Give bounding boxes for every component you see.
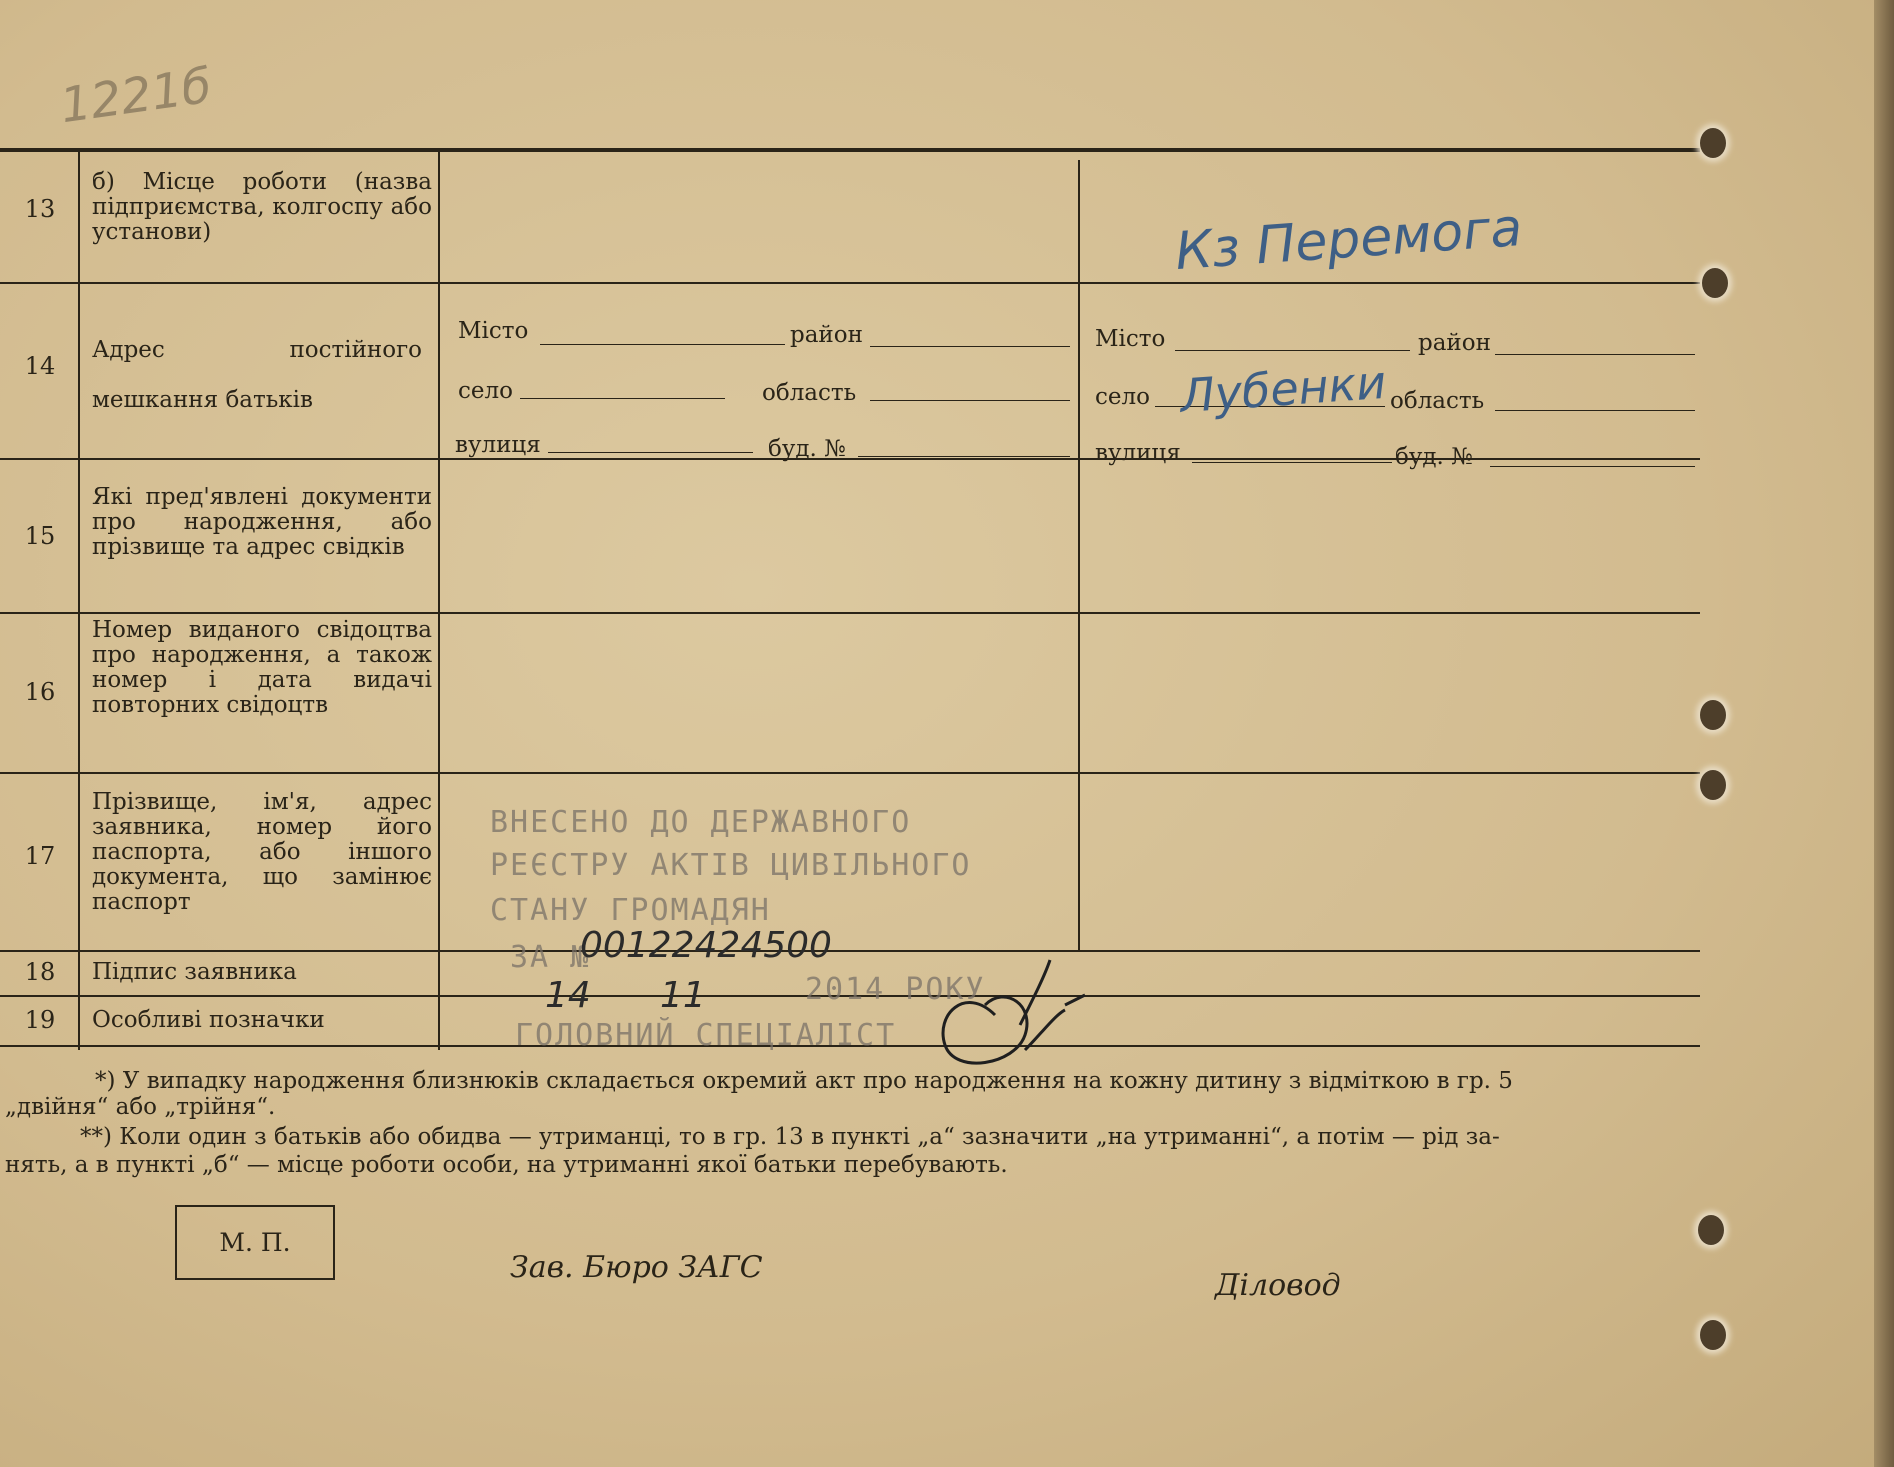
seal-placeholder: М. П. (175, 1205, 335, 1280)
father-district-line (1495, 354, 1695, 355)
father-village-label: село (1095, 384, 1150, 410)
row-label-17: Прізвище, ім'я, адрес заявника, номер його паспорта, або іншого документа, що замінює паспорт (92, 789, 432, 915)
archive-number: 1221б (56, 57, 215, 135)
stamp-position: ГОЛОВНИЙ СПЕЦІАЛІСТ (515, 1018, 897, 1053)
row-line-top (0, 148, 1700, 152)
mother-village-label: село (458, 378, 513, 404)
father-region-label: область (1390, 388, 1485, 414)
footnote-2-line-1: **) Коли один з батьків або обидва — утриманці, то в гр. 13 в пункті „а“ зазначити „на утриманні“, а потім — рід за- (80, 1124, 1500, 1150)
footnote-2-line-2: нять, а в пункті „б“ — місце роботи особи, на утриманні якої батьки перебувають. (5, 1152, 1008, 1178)
father-district-label: район (1418, 330, 1491, 356)
row-number-13: 13 (24, 195, 56, 223)
row-number-14: 14 (24, 352, 56, 380)
col-divider-1 (78, 150, 80, 1050)
row-line-17 (0, 772, 1700, 774)
father-city-label: Місто (1095, 326, 1166, 352)
father-village-value: Лубенки (1178, 354, 1388, 424)
mother-city-label: Місто (458, 318, 529, 344)
footnote-1-line-2: „двійня“ або „трійня“. (5, 1094, 276, 1120)
official-signature (925, 955, 1095, 1085)
binding-hole (1700, 128, 1726, 158)
stamp-line-1: ВНЕСЕНО ДО ДЕРЖАВНОГО (490, 805, 912, 840)
father-region-line (1495, 410, 1695, 411)
father-workplace-value: Кз Перемога (1173, 197, 1525, 283)
father-city-line (1175, 350, 1410, 351)
row-number-17: 17 (24, 842, 56, 870)
mother-village-line (520, 398, 725, 399)
father-street-line (1192, 462, 1392, 463)
row-number-16: 16 (24, 678, 56, 706)
father-building-label: буд. № (1395, 444, 1473, 470)
head-of-registry-label: Зав. Бюро ЗАГС (510, 1250, 763, 1285)
mother-building-line (858, 456, 1070, 457)
mother-district-line (870, 346, 1070, 347)
stamp-registry-number: 00122424500 (580, 925, 832, 966)
mother-street-label: вулиця (455, 432, 541, 458)
col-divider-3 (1078, 160, 1080, 950)
page-edge (1874, 0, 1894, 1467)
row-line-14 (0, 282, 1700, 284)
stamp-date-day: 14 (545, 975, 591, 1016)
stamp-line-3: СТАНУ ГРОМАДЯН (490, 893, 771, 928)
col-divider-2 (438, 150, 440, 1050)
father-building-line (1490, 466, 1695, 467)
stamp-number-prefix: ЗА № (510, 940, 591, 975)
mother-region-line (870, 400, 1070, 401)
row-number-19: 19 (24, 1006, 56, 1034)
binding-hole (1700, 700, 1726, 730)
row-line-18 (0, 950, 1700, 952)
row-number-18: 18 (24, 958, 56, 986)
mother-city-line (540, 344, 785, 345)
mother-street-line (548, 452, 753, 453)
row-label-19: Особливі позначки (92, 1007, 325, 1033)
stamp-date-year: 2014 РОКУ (805, 972, 986, 1007)
footnote-1-line-1: *) У випадку народження близнюків складається окремий акт про народження на кожну дитину з відміткою в гр. 5 (95, 1068, 1513, 1094)
row-label-18: Підпис заявника (92, 959, 297, 985)
clerk-label: Діловод (1215, 1268, 1341, 1303)
mother-region-label: область (762, 380, 857, 406)
row-number-15: 15 (24, 522, 56, 550)
row-label-14: Адрес постійного мешкання батьків (92, 337, 422, 413)
mother-building-label: буд. № (768, 436, 846, 462)
binding-hole (1700, 1320, 1726, 1350)
mother-district-label: район (790, 322, 863, 348)
father-street-label: вулиця (1095, 440, 1181, 466)
row-label-16: Номер виданого свідоцтва про народження, а також номер і дата видачі повторних свідоцтв (92, 617, 432, 718)
binding-hole (1702, 268, 1728, 298)
stamp-date-month: 11 (660, 975, 706, 1016)
binding-hole (1700, 770, 1726, 800)
row-label-15: Які пред'явлені документи про народження, або прізвище та адрес свідків (92, 484, 432, 560)
row-label-13: б) Місце роботи (назва підприємства, колгоспу або установи) (92, 169, 432, 245)
binding-hole (1698, 1215, 1724, 1245)
row-line-16 (0, 612, 1700, 614)
stamp-line-2: РЕЄСТРУ АКТІВ ЦИВІЛЬНОГО (490, 848, 972, 883)
